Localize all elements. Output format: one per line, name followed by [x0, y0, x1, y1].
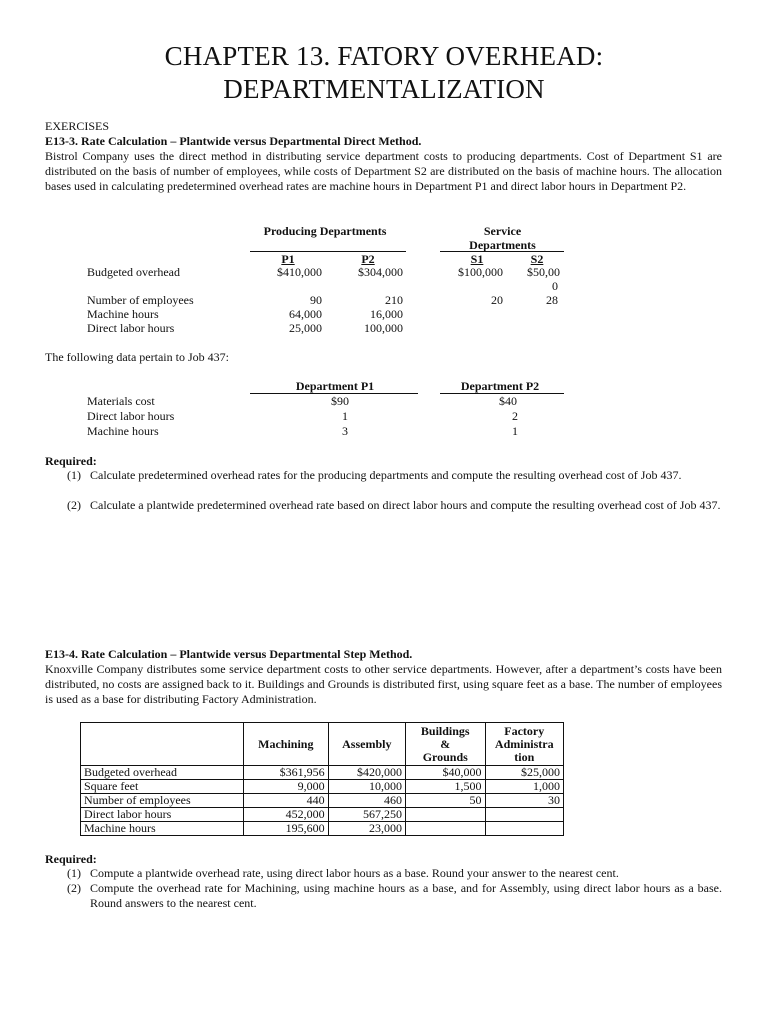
p1-budgeted-overhead: $410,000 — [277, 265, 322, 279]
e13-4-cell-machining: $361,956 — [244, 766, 329, 780]
row-label-machine-hours: Machine hours — [87, 307, 159, 321]
col-header-s2: S2 — [530, 252, 544, 266]
e13-4-paragraph: Knoxville Company distributes some service department costs to other service departments. However, after a department’s costs have been distributed, no costs are assigned back to it. Buildings and Grounds is distributed first, using square feet as a base. The number of employees is used as a base for distributing Factory Administration. — [45, 662, 722, 706]
e13-4-cell-factory-administration — [485, 808, 564, 822]
p2-number-of-employees: 210 — [385, 293, 403, 307]
exercises-label: EXERCISES — [45, 119, 110, 133]
chapter-title-line-2: DEPARTMENTALIZATION — [223, 74, 545, 104]
e13-4-table — [80, 722, 564, 836]
e13-4-header-factory-administration — [485, 723, 564, 766]
service-header-line-1: Service — [483, 224, 522, 238]
job-p1-machine-hours: 3 — [342, 424, 348, 438]
e13-4-cell-buildings-grounds — [406, 808, 485, 822]
e13-3-required-number-2: (2) — [67, 498, 81, 512]
s2-budgeted-overhead-wrap: 0 — [552, 279, 558, 293]
e13-4-cell-factory-administration: 30 — [485, 794, 564, 808]
e13-4-cell-factory-administration: $25,000 — [485, 766, 564, 780]
producing-departments-header: Producing Departments — [263, 224, 387, 238]
chapter-title-line-1: CHAPTER 13. FATORY OVERHEAD: — [164, 41, 604, 71]
col-header-p1: P1 — [281, 252, 295, 266]
e13-3-required-text-1: Calculate predetermined overhead rates for the producing departments and compute the resulting overhead cost of Job 437. — [90, 468, 682, 482]
e13-4-required-text-1: Compute a plantwide overhead rate, using direct labor hours as a base. Round your answer to the nearest cent. — [90, 866, 619, 880]
job-p1-direct-labor-hours: 1 — [342, 409, 348, 423]
row-label-budgeted-overhead: Budgeted overhead — [87, 265, 180, 279]
e13-4-header-fa-line-2: Administra — [494, 736, 554, 751]
e13-4-header-buildings-grounds — [406, 723, 485, 766]
job-col-header-p1: Department P1 — [295, 379, 375, 393]
s2-budgeted-overhead: $50,00 — [527, 265, 560, 279]
table-row — [81, 808, 564, 822]
row-label-number-of-employees: Number of employees — [87, 293, 194, 307]
e13-4-header-fa-line-1: Factory — [504, 723, 545, 738]
e13-4-row-label: Budgeted overhead — [81, 766, 244, 780]
job-row-label-machine-hours: Machine hours — [87, 424, 159, 438]
e13-4-cell-machining: 9,000 — [244, 780, 329, 794]
e13-4-header-fa-line-3: tion — [514, 749, 535, 764]
e13-3-paragraph: Bistrol Company uses the direct method in distributing service department costs to producing departments. Cost of Department S1 are distributed on the basis of number of employees, while costs of Department S2 are distributed on the basis of machine hours. The allocation bases used in calculating predetermined overhead rates are machine hours in Department P1 and direct labor hours in Department P2. — [45, 149, 722, 193]
e13-4-required-number-1: (1) — [67, 866, 81, 880]
e13-4-cell-buildings-grounds: $40,000 — [406, 766, 485, 780]
e13-4-header-assembly — [328, 723, 405, 766]
e13-4-header-row — [81, 723, 564, 766]
table-row — [81, 766, 564, 780]
job-p2-machine-hours: 1 — [512, 424, 518, 438]
e13-4-header-assembly-text: Assembly — [342, 736, 392, 751]
e13-3-required-label: Required: — [45, 454, 97, 468]
p1-machine-hours: 64,000 — [289, 307, 322, 321]
e13-4-cell-buildings-grounds: 1,500 — [406, 780, 485, 794]
e13-4-header-bg-line-2: & — [440, 736, 451, 751]
e13-4-cell-buildings-grounds: 50 — [406, 794, 485, 808]
row-label-direct-labor-hours: Direct labor hours — [87, 321, 175, 335]
job-p1-materials-cost: $90 — [331, 394, 349, 408]
table-row — [81, 780, 564, 794]
p1-direct-labor-hours: 25,000 — [289, 321, 322, 335]
e13-4-cell-assembly: 23,000 — [328, 822, 405, 836]
job-437-intro: The following data pertain to Job 437: — [45, 350, 229, 364]
e13-4-row-label: Square feet — [81, 780, 244, 794]
e13-4-required-number-2: (2) — [67, 881, 81, 895]
e13-4-header-bg-line-3: Grounds — [422, 749, 468, 764]
e13-4-cell-assembly: $420,000 — [328, 766, 405, 780]
e13-4-cell-factory-administration: 1,000 — [485, 780, 564, 794]
e13-4-row-label: Direct labor hours — [81, 808, 244, 822]
e13-4-cell-buildings-grounds — [406, 822, 485, 836]
job-row-label-materials-cost: Materials cost — [87, 394, 155, 408]
e13-4-cell-assembly: 567,250 — [328, 808, 405, 822]
e13-4-heading: E13-4. Rate Calculation – Plantwide versus Departmental Step Method. — [45, 647, 413, 661]
e13-4-required-text-2: Compute the overhead rate for Machining, using machine hours as a base, and for Assembly, using direct labor hours as a base. Round answers to the nearest cent. — [90, 881, 722, 910]
job-p2-direct-labor-hours: 2 — [512, 409, 518, 423]
s1-budgeted-overhead: $100,000 — [458, 265, 503, 279]
p2-direct-labor-hours: 100,000 — [364, 321, 403, 335]
e13-4-cell-machining: 195,600 — [244, 822, 329, 836]
e13-4-cell-machining: 452,000 — [244, 808, 329, 822]
p2-machine-hours: 16,000 — [370, 307, 403, 321]
col-header-s1: S1 — [470, 252, 484, 266]
col-header-p2: P2 — [361, 252, 375, 266]
e13-4-header-machining — [244, 723, 329, 766]
service-header-line-2: Departments — [469, 238, 536, 252]
e13-4-required-item-1 — [67, 866, 722, 881]
e13-4-cell-machining: 440 — [244, 794, 329, 808]
table-row — [81, 794, 564, 808]
e13-4-header-bg-line-1: Buildings — [420, 723, 470, 738]
job-col-header-p2: Department P2 — [460, 379, 540, 393]
e13-4-cell-factory-administration — [485, 822, 564, 836]
e13-4-required-item-2 — [67, 881, 722, 911]
s1-number-of-employees: 20 — [491, 293, 503, 307]
e13-3-required-number-1: (1) — [67, 468, 81, 482]
e13-3-required-item-2 — [67, 498, 722, 528]
e13-4-row-label: Number of employees — [81, 794, 244, 808]
p2-budgeted-overhead: $304,000 — [358, 265, 403, 279]
e13-4-header-blank — [81, 723, 244, 766]
e13-3-heading: E13-3. Rate Calculation – Plantwide versus Departmental Direct Method. — [45, 134, 422, 148]
e13-3-required-text-2: Calculate a plantwide predetermined overhead rate based on direct labor hours and compute the resulting overhead cost of Job 437. — [90, 498, 721, 512]
s2-number-of-employees: 28 — [546, 293, 558, 307]
e13-4-required-label: Required: — [45, 852, 97, 866]
table-row — [81, 822, 564, 836]
p1-number-of-employees: 90 — [310, 293, 322, 307]
e13-4-cell-assembly: 10,000 — [328, 780, 405, 794]
e13-4-cell-assembly: 460 — [328, 794, 405, 808]
e13-4-header-machining-text: Machining — [258, 736, 314, 751]
job-row-label-direct-labor-hours: Direct labor hours — [87, 409, 175, 423]
e13-3-required-item-1 — [67, 468, 722, 498]
job-p2-materials-cost: $40 — [499, 394, 517, 408]
e13-4-row-label: Machine hours — [81, 822, 244, 836]
